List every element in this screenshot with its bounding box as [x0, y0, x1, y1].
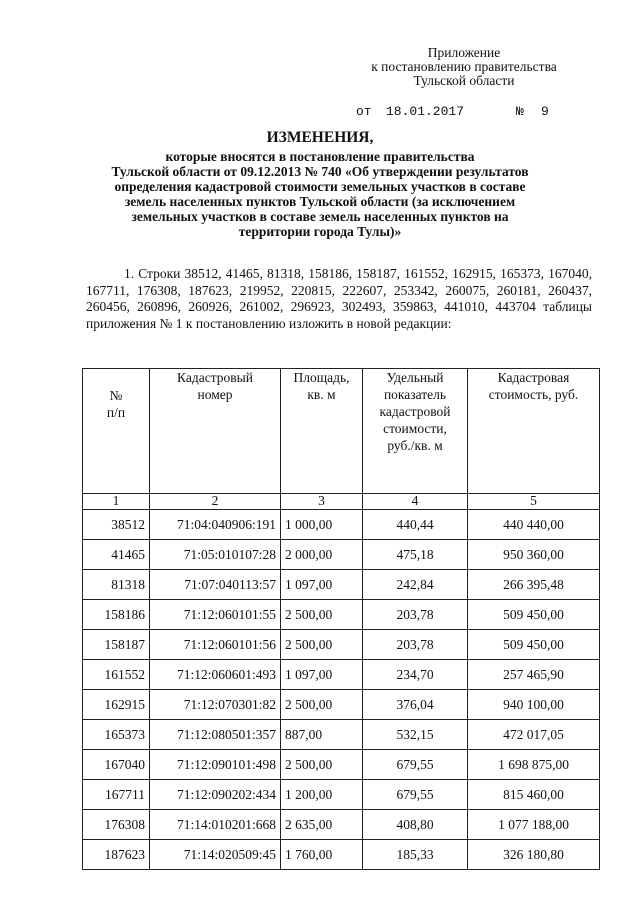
area: 1 200,00 [281, 780, 363, 810]
number-sign: № [516, 104, 524, 119]
cadastral-number: 71:12:090202:434 [150, 780, 281, 810]
cadastral-number: 71:12:060101:55 [150, 600, 281, 630]
row-number: 165373 [83, 720, 150, 750]
table-row [83, 840, 600, 870]
unit-value: 440,44 [363, 510, 468, 540]
from-label: от [356, 104, 372, 119]
cadastral-value: 815 460,00 [468, 780, 600, 810]
table-row [83, 660, 600, 690]
table-row [83, 600, 600, 630]
unit-value: 203,78 [363, 630, 468, 660]
cadastral-value: 326 180,80 [468, 840, 600, 870]
column-number: 1 [83, 494, 150, 510]
cadastral-number: 71:12:060601:493 [150, 660, 281, 690]
row-number: 38512 [83, 510, 150, 540]
area: 2 500,00 [281, 690, 363, 720]
table-row [83, 510, 600, 540]
header-line: п/п [106, 405, 126, 420]
unit-value: 203,78 [363, 600, 468, 630]
area: 2 635,00 [281, 810, 363, 840]
cadastral-number: 71:14:020509:45 [150, 840, 281, 870]
unit-value: 242,84 [363, 570, 468, 600]
area: 1 097,00 [281, 660, 363, 690]
cadastral-value: 509 450,00 [468, 600, 600, 630]
header-line: Кадастровая [497, 370, 570, 385]
appendix-header [340, 46, 588, 88]
header-cell [281, 369, 363, 494]
area: 887,00 [281, 720, 363, 750]
area: 2 500,00 [281, 750, 363, 780]
column-number: 4 [363, 494, 468, 510]
row-number: 162915 [83, 690, 150, 720]
area: 1 097,00 [281, 570, 363, 600]
column-number-row [83, 494, 600, 510]
cadastral-value: 1 698 875,00 [468, 750, 600, 780]
header-line: Площадь, [293, 370, 350, 385]
cadastral-number: 71:12:080501:357 [150, 720, 281, 750]
cadastral-number: 71:12:070301:82 [150, 690, 281, 720]
table-row [83, 540, 600, 570]
area: 1 760,00 [281, 840, 363, 870]
table-row [83, 690, 600, 720]
unit-value: 532,15 [363, 720, 468, 750]
document-number: 9 [541, 104, 549, 119]
appendix-line: Приложение [427, 45, 501, 60]
cadastral-number: 71:12:060101:56 [150, 630, 281, 660]
cadastral-value: 950 360,00 [468, 540, 600, 570]
unit-value: 234,70 [363, 660, 468, 690]
cadastral-value: 940 100,00 [468, 690, 600, 720]
area: 2 500,00 [281, 630, 363, 660]
unit-value: 475,18 [363, 540, 468, 570]
subtitle [84, 149, 556, 239]
header-line: Удельный [386, 370, 444, 385]
area: 1 000,00 [281, 510, 363, 540]
header-line: стоимости, [383, 421, 447, 436]
cadastral-number: 71:07:040113:57 [150, 570, 281, 600]
column-number: 5 [468, 494, 600, 510]
cadastral-number: 71:05:010107:28 [150, 540, 281, 570]
subtitle-line: земельных участков в составе земель населенных пунктов на [131, 209, 509, 224]
header-line: руб./кв. м [387, 438, 443, 453]
intro-paragraph: 1. Строки 38512, 41465, 81318, 158186, 158187, 161552, 162915, 165373, 167040, 167711, 176308, 187623, 219952, 220815, 222607, 253342, 260075, 260181, 260437, 260456, 260896, 260926, 261002, 296923, 302493, 359863, 441010, 443704 таблицы приложения № 1 к постановлению изложить в новой редакции: [86, 266, 592, 331]
header-cell [150, 369, 281, 494]
document-date: 18.01.2017 [386, 104, 465, 119]
unit-value: 408,80 [363, 810, 468, 840]
subtitle-line: определения кадастровой стоимости земельных участков в составе [114, 179, 526, 194]
unit-value: 376,04 [363, 690, 468, 720]
subtitle-line: земель населенных пунктов Тульской области (за исключением [124, 194, 516, 209]
page-title: ИЗМЕНЕНИЯ, [266, 129, 374, 146]
header-line: Кадастровый [177, 370, 253, 385]
cadastral-value: 440 440,00 [468, 510, 600, 540]
unit-value: 679,55 [363, 750, 468, 780]
table-header-row [83, 369, 600, 494]
column-number: 3 [281, 494, 363, 510]
row-number: 158186 [83, 600, 150, 630]
cadastral-number: 71:14:010201:668 [150, 810, 281, 840]
table-row [83, 630, 600, 660]
cadastral-value: 509 450,00 [468, 630, 600, 660]
header-cell [83, 369, 150, 494]
header-cell [468, 369, 600, 494]
header-line: № [109, 388, 123, 403]
header-cell [363, 369, 468, 494]
row-number: 161552 [83, 660, 150, 690]
row-number: 176308 [83, 810, 150, 840]
header-line: стоимость, руб. [488, 387, 579, 402]
cadastral-value: 257 465,90 [468, 660, 600, 690]
cadastral-table [82, 368, 600, 870]
unit-value: 185,33 [363, 840, 468, 870]
subtitle-line: которые вносятся в постановление правительства [165, 149, 475, 164]
area: 2 500,00 [281, 600, 363, 630]
appendix-line: к постановлению правительства [371, 59, 557, 74]
table-row [83, 780, 600, 810]
area: 2 000,00 [281, 540, 363, 570]
table-row [83, 810, 600, 840]
header-line: номер [197, 387, 233, 402]
appendix-line: Тульской области [413, 73, 515, 88]
cadastral-value: 1 077 188,00 [468, 810, 600, 840]
row-number: 81318 [83, 570, 150, 600]
subtitle-line: Тульской области от 09.12.2013 № 740 «Об утверждении результатов [111, 164, 529, 179]
header-line: кв. м [307, 387, 336, 402]
header-line: кадастровой [379, 404, 451, 419]
row-number: 187623 [83, 840, 150, 870]
cadastral-value: 266 395,48 [468, 570, 600, 600]
cadastral-value: 472 017,05 [468, 720, 600, 750]
row-number: 158187 [83, 630, 150, 660]
cadastral-number: 71:12:090101:498 [150, 750, 281, 780]
row-number: 167711 [83, 780, 150, 810]
table-row [83, 720, 600, 750]
table-row [83, 750, 600, 780]
row-number: 167040 [83, 750, 150, 780]
column-number: 2 [150, 494, 281, 510]
cadastral-number: 71:04:040906:191 [150, 510, 281, 540]
table-row [83, 570, 600, 600]
subtitle-line: территории города Тулы)» [238, 224, 402, 239]
row-number: 41465 [83, 540, 150, 570]
header-line: показатель [383, 387, 447, 402]
unit-value: 679,55 [363, 780, 468, 810]
